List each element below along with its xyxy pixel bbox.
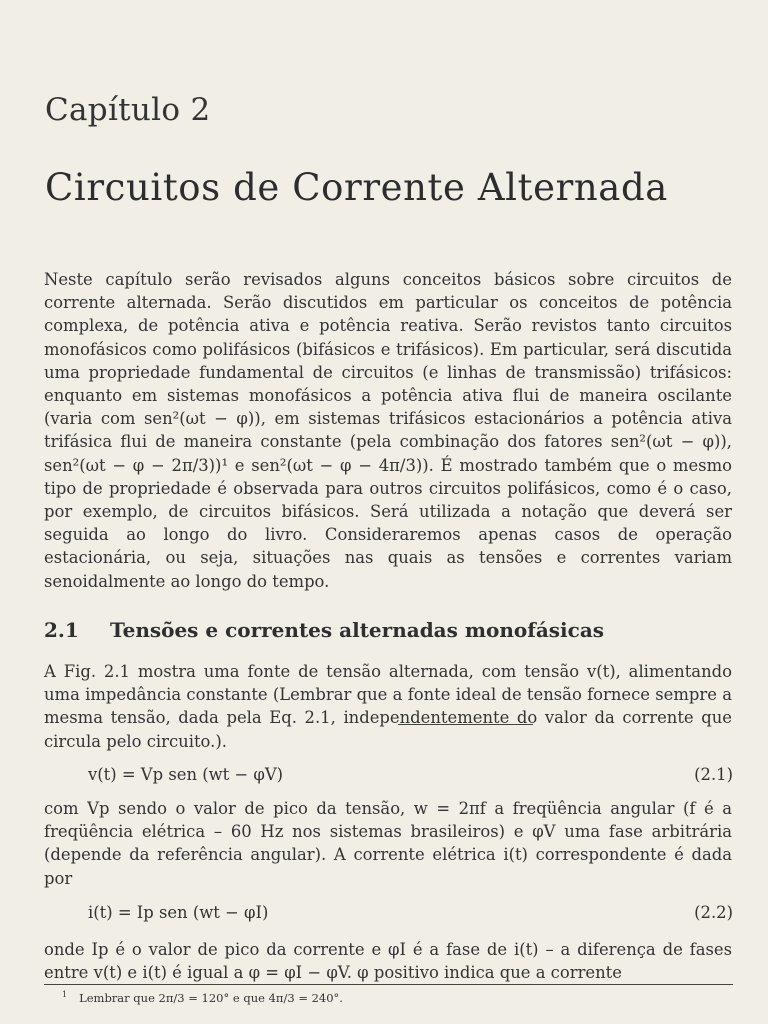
equation-2-2 [88, 903, 733, 929]
equation-number: (2.1) [694, 765, 733, 784]
footnote-marker: 1 [62, 990, 68, 999]
footnote [62, 990, 343, 1005]
equation-formula: v(t) = Vp sen (wt − φV) [88, 765, 284, 784]
equation-formula: i(t) = Ip sen (wt − φI) [88, 903, 269, 922]
handwritten-underline [44, 984, 733, 985]
paragraph-2: com Vp sendo o valor de pico da tensão, w = 2πf a freqüência angular (f é a freqüência elétrica – 60 Hz nos sistemas brasileiros) e φV uma fase arbitrária (depende da referência angular). A corrente elétrica i(t) correspondente é dada por [44, 799, 732, 888]
section-number: 2.1 [44, 618, 79, 642]
chapter-label: Capítulo 2 [45, 92, 211, 128]
footnote-text: Lembrar que 2π/3 = 120° e que 4π/3 = 240°. [79, 990, 343, 1005]
equation-2-1 [88, 765, 733, 791]
chapter-title: Circuitos de Corrente Alternada [45, 166, 668, 209]
handwritten-underline [398, 724, 533, 725]
paragraph-1: A Fig. 2.1 mostra uma fonte de tensão alternada, com tensão v(t), alimentando uma impedância constante (Lembrar que a fonte ideal de tensão fornece sempre a mesma tensão, dada pela Eq. 2.1, independentemente do valor da corrente que circula pelo circuito.). [44, 662, 732, 751]
section-heading [44, 618, 604, 642]
section-title: Tensões e correntes alternadas monofásicas [110, 618, 605, 642]
paragraph-3: onde Ip é o valor de pico da corrente e φI é a fase de i(t) – a diferença de fases entre v(t) e i(t) é igual a φ = φI − φV. φ positivo indica que a corrente [44, 940, 732, 983]
equation-number: (2.2) [694, 903, 733, 922]
intro-paragraph: Neste capítulo serão revisados alguns conceitos básicos sobre circuitos de corrente alternada. Serão discutidos em particular os conceitos de potência complexa, de potência ativa e potência reativa. Serão revistos tanto circuitos monofásicos como polifásicos (bifásicos e trifásicos). Em particular, será discutida uma propriedade fundamental de circuitos (e linhas de transmissão) trifásicos: enquanto em sistemas monofásicos a potência ativa flui de maneira oscilante (varia com sen²(ωt − φ)), em sistemas trifásicos estacionários a potência ativa trifásica flui de maneira constante (pela combinação dos fatores sen²(ωt − φ)), sen²(ωt − φ − 2π/3))¹ e sen²(ωt − φ − 4π/3)). É mostrado também que o mesmo tipo de propriedade é observada para outros circuitos polifásicos, como é o caso, por exemplo, de circuitos bifásicos. Será utilizada a notação que deverá ser seguida ao longo do livro. Consideraremos apenas casos de operação estacionária, ou seja, situações nas quais as tensões e correntes variam senoidalmente ao longo do tempo. [44, 270, 732, 591]
